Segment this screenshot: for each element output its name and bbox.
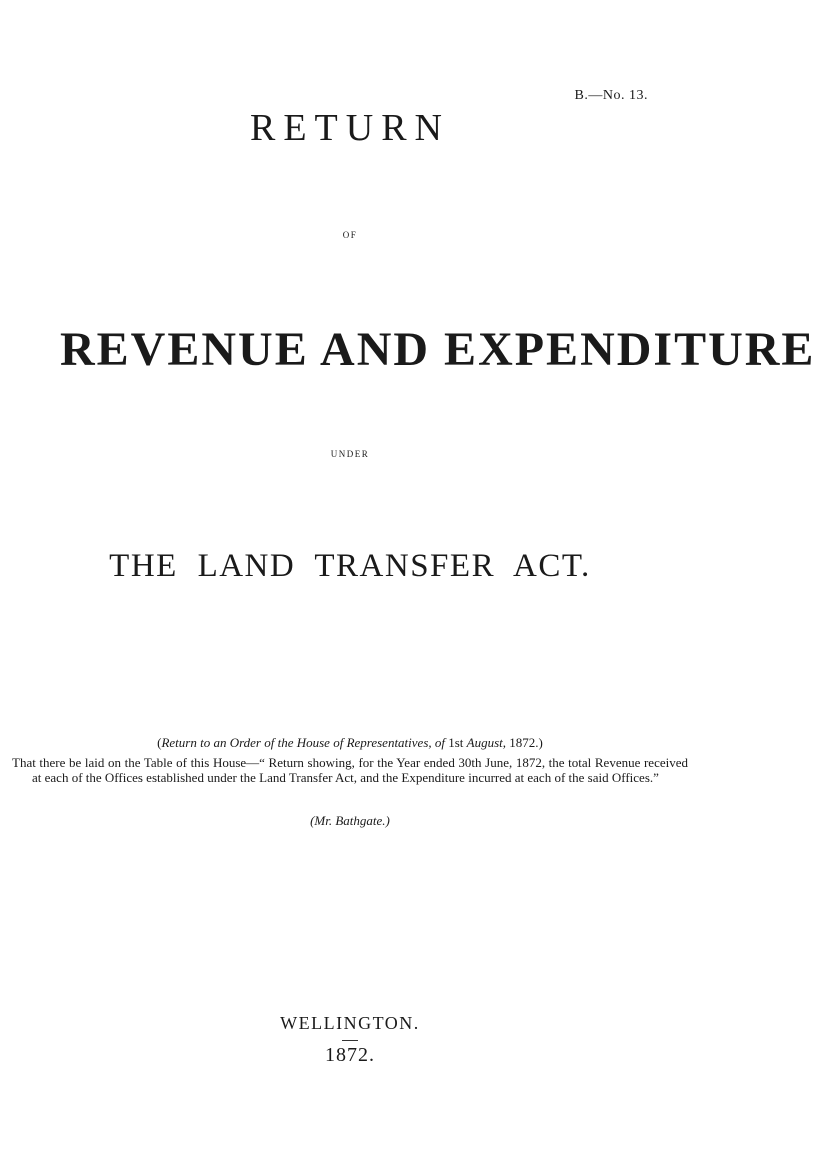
mover-name: (Mr. Bathgate.)	[310, 813, 390, 828]
imprint-divider	[342, 1040, 358, 1041]
title-return: RETURN	[250, 107, 450, 149]
order-year: 1872.)	[506, 735, 543, 750]
motion-text: That there be laid on the Table of this House—“ Return showing, for the Year ended 30th June, 1872, the total Revenue received at each of the Offices established under the Land Transfer Act, and the Expenditure incurred at each of the said Offices.”	[12, 755, 688, 785]
motion-paragraph	[12, 755, 688, 785]
title-revenue-expenditure: REVENUE AND EXPENDITURE	[60, 323, 815, 376]
order-open-paren: (	[157, 735, 162, 750]
order-reference	[0, 735, 700, 751]
title-under: UNDER	[330, 449, 370, 459]
title-land-transfer-act: THE LAND TRANSFER ACT.	[109, 548, 591, 584]
imprint-year: 1872.	[325, 1044, 375, 1066]
order-month: August,	[466, 735, 507, 750]
order-date: 1st	[445, 735, 467, 750]
paper-number: B.—No. 13.	[574, 88, 648, 103]
title-of: OF	[342, 230, 358, 240]
imprint-place: WELLINGTON.	[280, 1013, 420, 1033]
order-italic-text: Return to an Order of the House of Representatives, of	[161, 735, 445, 750]
